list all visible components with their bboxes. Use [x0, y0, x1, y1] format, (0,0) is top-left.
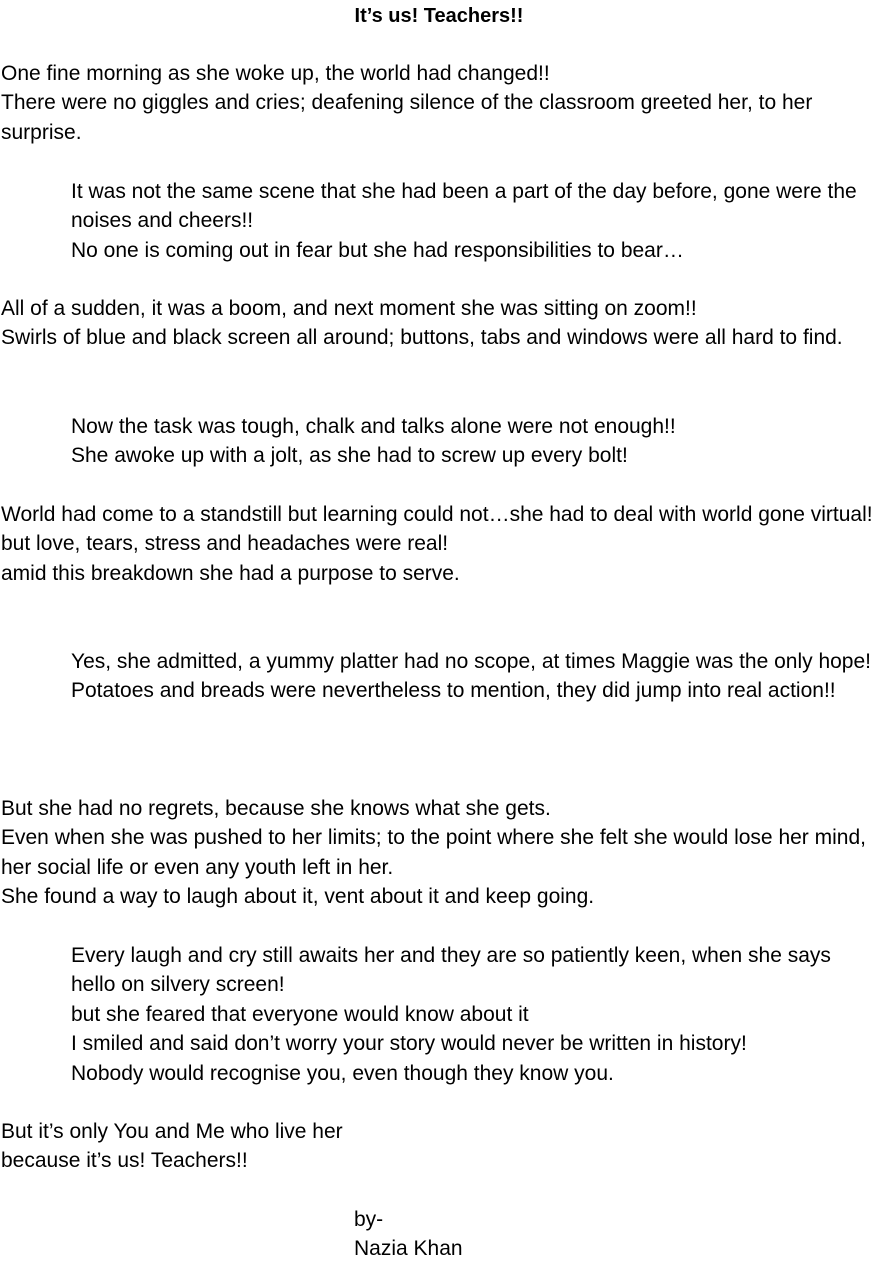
stanza-8	[71, 941, 877, 1088]
poem-line: There were no giggles and cries; deafening silence of the classroom greeted her, to her surprise.	[1, 91, 813, 144]
poem-line: She awoke up with a jolt, as she had to screw up every bolt!	[71, 444, 628, 468]
poem-line: No one is coming out in fear but she had responsibilities to bear…	[71, 238, 684, 262]
stanza-7	[1, 794, 877, 912]
poem-line: but she feared that everyone would know about it	[71, 1002, 529, 1026]
stanza-2	[71, 177, 877, 265]
poem-line: One fine morning as she woke up, the world had changed!!	[1, 62, 550, 85]
stanza-5	[1, 500, 877, 588]
poem-line: All of a sudden, it was a boom, and next moment she was sitting on zoom!!	[1, 297, 697, 320]
poem-line: because it’s us! Teachers!!	[1, 1149, 248, 1173]
poem-line: She found a way to laugh about it, vent about it and keep going.	[1, 885, 595, 909]
stanza-3	[1, 294, 877, 353]
poem-line: Nobody would recognise you, even though they know you.	[71, 1061, 614, 1085]
stanza-4	[71, 412, 877, 471]
byline	[354, 1205, 463, 1264]
poem-line: amid this breakdown she had a purpose to serve.	[1, 561, 460, 585]
poem-line: Now the task was tough, chalk and talks alone were not enough!!	[71, 415, 676, 438]
stanza-1	[1, 59, 877, 147]
poem-line: but love, tears, stress and headaches were real!	[1, 532, 449, 556]
stanza-9	[1, 1117, 877, 1176]
poem-line: Potatoes and breads were nevertheless to mention, they did jump into real action!!	[71, 679, 836, 703]
stanza-6	[71, 647, 877, 706]
author-name: Nazia Khan	[354, 1237, 463, 1261]
poem-line: I smiled and said don’t worry your story would never be written in history!	[71, 1032, 747, 1056]
poem-line: Swirls of blue and black screen all around; buttons, tabs and windows were all hard to find.	[1, 326, 843, 350]
poem-title: It’s us! Teachers!!	[354, 5, 524, 27]
poem-line: It was not the same scene that she had been a part of the day before, gone were the noises and cheers!!	[71, 180, 857, 233]
poem-line: Yes, she admitted, a yummy platter had no scope, at times Maggie was the only hope!	[71, 650, 871, 673]
poem-line: But she had no regrets, because she knows what she gets.	[1, 797, 551, 820]
byline-by: by-	[354, 1208, 384, 1231]
poem-line: But it’s only You and Me who live her	[1, 1120, 343, 1143]
poem-line: Even when she was pushed to her limits; to the point where she felt she would lose her mind, her social life or even any youth left in her.	[1, 826, 866, 879]
poem-line: World had come to a standstill but learning could not…she had to deal with world gone virtual!	[1, 503, 873, 526]
poem-line: Every laugh and cry still awaits her and they are so patiently keen, when she says hello on silvery screen!	[71, 944, 831, 997]
